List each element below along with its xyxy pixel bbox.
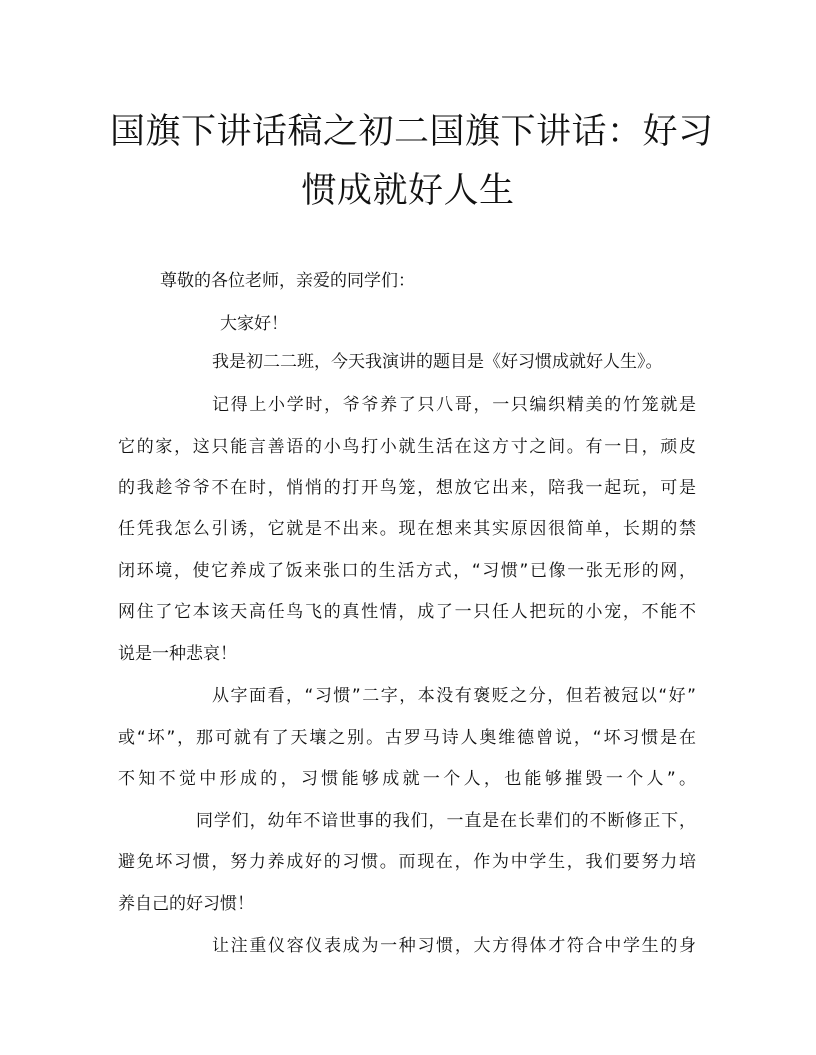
intro-line: 我是初二二班，今天我演讲的题目是《好习惯成就好人生》。 (212, 352, 663, 372)
greeting-line: 尊敬的各位老师，亲爱的同学们： (160, 271, 415, 291)
title-line: 国旗下讲话稿之初二国旗下讲话：好习 (110, 112, 714, 152)
paragraph-line: 网住了它本该天高任鸟飞的真性情，成了一只任人把玩的小宠，不能不 (118, 602, 696, 622)
document-title (110, 103, 714, 221)
paragraph-line: 任凭我怎么引诱，它就是不出来。现在想来其实原因很简单，长期的禁 (118, 519, 696, 539)
paragraph-line: 或“坏”，那可就有了天壤之别。古罗马诗人奥维德曾说，“坏习惯是在 (118, 728, 696, 748)
title-line: 惯成就好人生 (301, 171, 515, 211)
paragraph-line: 避免坏习惯，努力养成好的习惯。而现在，作为中学生，我们要努力培 (118, 852, 696, 872)
paragraph-line: 不知不觉中形成的，习惯能够成就一个人，也能够摧毁一个人”。 (118, 769, 696, 789)
paragraph-line: 闭环境，使它养成了饭来张口的生活方式，“习惯”已像一张无形的网， (118, 561, 696, 581)
paragraph-line: 的我趁爷爷不在时，悄悄的打开鸟笼，想放它出来，陪我一起玩，可是 (118, 478, 696, 498)
paragraph-line: 让注重仪容仪表成为一种习惯，大方得体才符合中学生的身 (212, 936, 696, 956)
paragraph-line: 从字面看，“习惯”二字，本没有褒贬之分，但若被冠以“好” (212, 686, 696, 706)
hello-line: 大家好！ (220, 314, 288, 334)
paragraph-line: 养自己的好习惯！ (118, 894, 254, 914)
paragraph-line: 记得上小学时，爷爷养了只八哥，一只编织精美的竹笼就是 (212, 395, 696, 415)
paragraph-line: 说是一种悲哀！ (118, 644, 237, 664)
paragraph-line: 同学们，幼年不谙世事的我们，一直是在长辈们的不断修正下， (196, 811, 696, 831)
paragraph-line: 它的家，这只能言善语的小鸟打小就生活在这方寸之间。有一日，顽皮 (118, 437, 696, 457)
